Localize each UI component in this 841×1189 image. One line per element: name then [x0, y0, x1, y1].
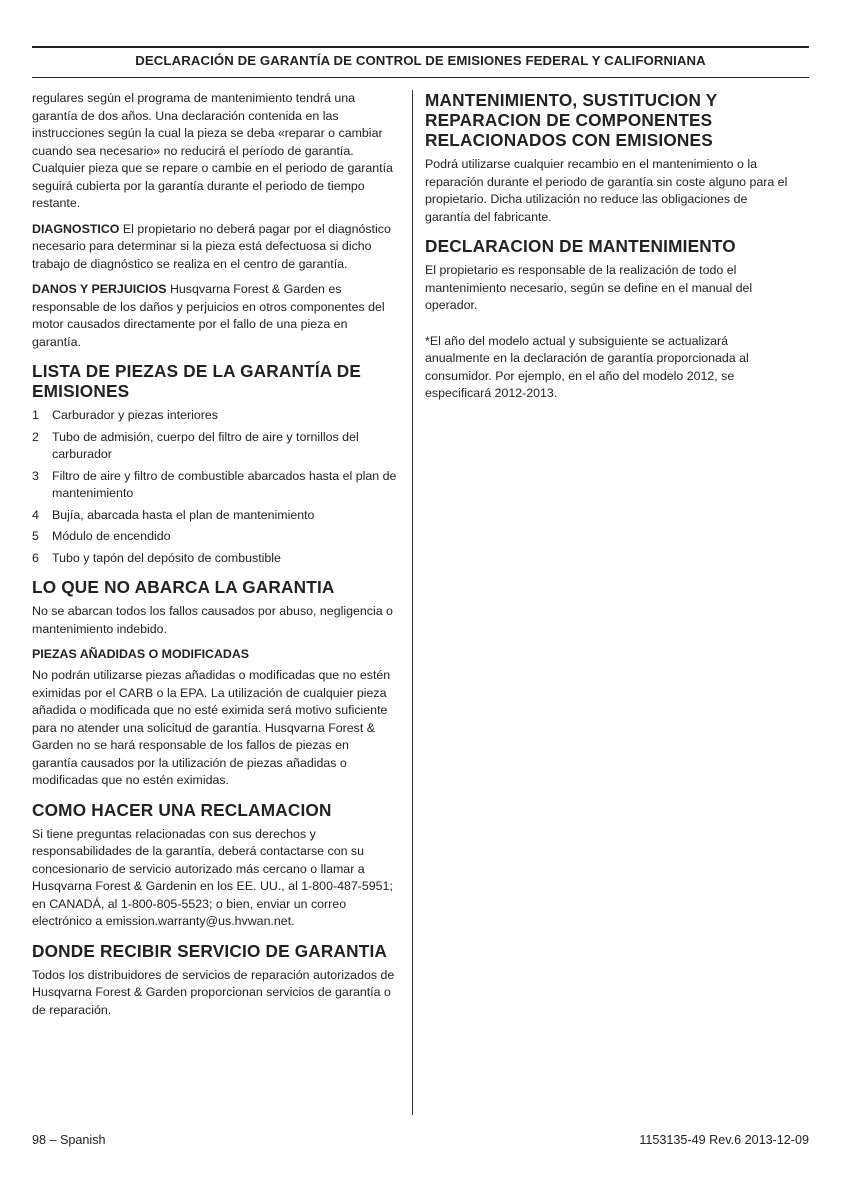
diagnostico-paragraph [32, 221, 397, 274]
list-item [32, 429, 397, 464]
danos-label: DANOS Y PERJUICIOS [32, 282, 167, 296]
footnote-paragraph: *El año del modelo actual y subsiguiente se actualizará anualmente en la declaración de garantía proporcionada al consumidor. Por ejemplo, en el año del modelo 2012, se especificará 2012-2013. [425, 333, 749, 400]
servicio-paragraph: Todos los distribuidores de servicios de reparación autorizados de Husqvarna Forest & Garden proporcionan servicios de garantía o de reparación. [32, 967, 395, 1017]
list-item [32, 550, 397, 568]
list-item-number: 4 [32, 507, 39, 522]
page-number: 98 – Spanish [32, 1133, 106, 1147]
page-header-title: DECLARACIÓN DE GARANTÍA DE CONTROL DE EMISIONES FEDERAL Y CALIFORNIANA [135, 53, 706, 68]
list-item-number: 5 [32, 529, 39, 543]
left-column [32, 90, 397, 1027]
header-rule-bottom [32, 77, 809, 78]
mantenimiento-paragraph: Podrá utilizarse cualquier recambio en el mantenimiento o la reparación durante el periodo de garantía sin coste alguno para el propietario. Dicha utilización no reduce las obligaciones de garantía del fabricante. [425, 157, 788, 224]
list-item-text: Filtro de aire y filtro de combustible abarcados hasta el plan de mantenimiento [52, 468, 397, 500]
list-item-number: 3 [32, 468, 39, 483]
list-item-text: Tubo y tapón del depósito de combustible [52, 550, 281, 565]
reclamacion-heading: COMO HACER UNA RECLAMACION [32, 799, 332, 820]
declaracion-paragraph: El propietario es responsable de la realización de todo el mantenimiento necesario, según se define en el manual del operador. [425, 263, 753, 312]
piezas-modificadas-subheading: PIEZAS AÑADIDAS O MODIFICADAS [32, 647, 250, 661]
list-item-text: Carburador y piezas interiores [52, 408, 218, 422]
mantenimiento-heading: MANTENIMIENTO, SUSTITUCION Y REPARACION DE COMPONENTES RELACIONADOS CON EMISIONES [425, 90, 718, 150]
piezas-modificadas-paragraph: No podrán utilizarse piezas añadidas o modificadas que no estén eximidas por el CARB o la EPA. La utilización de cualquier pieza añadida o modificada que no esté eximida será motivo suficiente para no atender una solicitud de garantía. Husqvarna Forest & Garden no se hará responsable de los fallos de piezas en garantía causados por la utilización de piezas añadidas o modificadas que no estén eximidas. [32, 668, 391, 787]
list-item [32, 528, 397, 546]
diagnostico-text: El propietario no deberá pagar por el diagnóstico necesario para determinar si la pieza está defectuosa si dicho trabajo de diagnóstico se realiza en el centro de garantía. [32, 221, 391, 271]
list-item-text: Tubo de admisión, cuerpo del filtro de aire y tornillos del carburador [52, 429, 359, 461]
list-item-number: 6 [32, 550, 39, 565]
right-column [425, 90, 790, 411]
declaracion-heading: DECLARACION DE MANTENIMIENTO [425, 236, 736, 256]
danos-paragraph [32, 281, 397, 351]
list-item-number: 2 [32, 429, 39, 444]
list-item [32, 468, 397, 503]
list-item-number: 1 [32, 408, 39, 422]
list-item [32, 507, 397, 525]
intro-paragraph: regulares según el programa de mantenimiento tendrá una garantía de dos años. Una declaración contenida en las instrucciones según la cual la pieza se deba «reparar o cambiar cuando sea necesario» no reducirá el período de garantía. Cualquier pieza que se repare o cambie en el periodo de garantía seguirá cubierta por la garantía durante el periodo de tiempo restante. [32, 91, 393, 210]
diagnostico-label: DIAGNOSTICO [32, 221, 120, 236]
lista-piezas-heading: LISTA DE PIEZAS DE LA GARANTÍA DE EMISIONES [32, 361, 362, 401]
servicio-heading: DONDE RECIBIR SERVICIO DE GARANTIA [32, 940, 388, 961]
header-rule-top [32, 46, 809, 48]
no-abarca-heading: LO QUE NO ABARCA LA GARANTIA [32, 577, 335, 597]
document-id: 1153135-49 Rev.6 2013-12-09 [639, 1133, 809, 1147]
danos-text: Husqvarna Forest & Garden es responsable de los daños y perjuicios en otros componentes del motor causados directamente por el fallo de una pieza en garantía. [32, 282, 385, 349]
column-divider [412, 90, 413, 1115]
list-item-text: Módulo de encendido [52, 529, 171, 543]
parts-list [32, 407, 397, 567]
list-item-text: Bujía, abarcada hasta el plan de mantenimiento [52, 507, 315, 522]
list-item [32, 407, 397, 425]
no-abarca-paragraph: No se abarcan todos los fallos causados por abuso, negligencia o mantenimiento indebido. [32, 604, 393, 636]
reclamacion-paragraph: Si tiene preguntas relacionadas con sus derechos y responsabilidades de la garantía, deberá contactarse con su concesionario de servicio autorizado más cercano o llamar a Husqvarna Forest & Gardenin en los EE. UU., al 1-800-487-5951; en CANADÁ, al 1-800-805-5523; o bien, enviar un correo electrónico a emission.warranty@us.hvwan.net. [32, 826, 393, 928]
